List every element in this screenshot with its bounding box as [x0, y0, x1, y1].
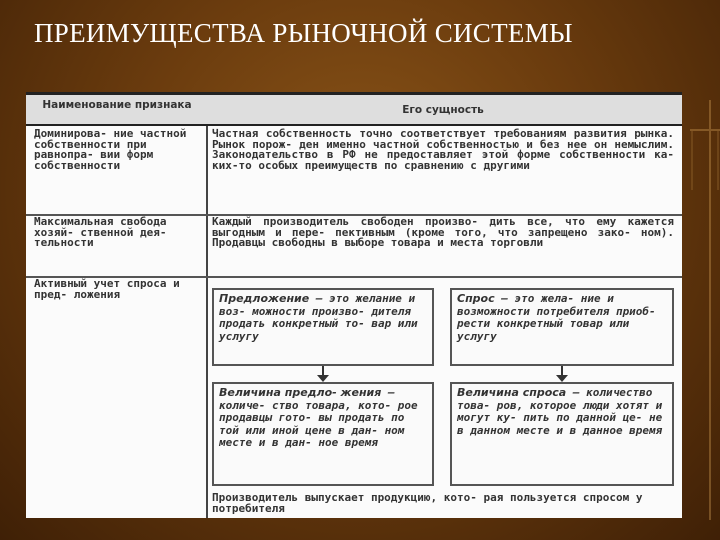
- demand-box: [450, 288, 674, 366]
- supply-term: Предложение: [219, 292, 310, 305]
- table-row: [26, 214, 682, 278]
- row-feature: Максимальная свобода хозяй- ственной дея- тельности: [34, 215, 167, 250]
- supply-quantity-box: [212, 382, 434, 486]
- table-footer-note: Производитель выпускает продукцию, кото- рая пользуется спросом у потребителя: [212, 491, 643, 515]
- demand-quantity-box: [450, 382, 674, 486]
- table-row: [26, 126, 682, 216]
- scales-decoration-icon: [690, 100, 720, 520]
- comparison-table: [26, 92, 682, 518]
- row-essence: Частная собственность точно соответствует требованиям развития рынка. Рынок порож- ден именно частной собственностью и без нее он немыслим. Законодательство в РФ не предоставляет этой форме собственности ка- ких-то особых преимуществ по сравнению с другими: [212, 127, 674, 172]
- table-row: [26, 276, 682, 516]
- down-arrow-icon: [561, 366, 563, 376]
- demand-definition: — это жела- ние и возможности потребителя приоб- рести конкретный товар или услугу: [457, 292, 656, 343]
- slide-title: ПРЕИМУЩЕСТВА РЫНОЧНОЙ СИСТЕМЫ: [34, 18, 573, 48]
- demand-quantity-term: Величина спроса: [457, 386, 567, 399]
- down-arrow-icon: [322, 366, 324, 376]
- header-feature: Наименование признака: [42, 99, 192, 111]
- supply-quantity-term: Величина предло- жения: [219, 386, 382, 399]
- supply-definition: — это желание и воз- можности произво- дителя продать конкретный то- вар или услугу: [219, 292, 418, 343]
- demand-term: Спрос: [457, 292, 495, 305]
- table-header: [26, 92, 682, 126]
- row-feature: Активный учет спроса и пред- ложения: [34, 277, 180, 301]
- demand-quantity-definition: — количество това- ров, которое люди хотят и могут ку- пить по данной це- не в данном месте и в данное время: [457, 386, 663, 437]
- supply-quantity-definition: — количе- ство товара, кото- рое продавцы гото- вы продать по той или иной цене в дан- ном месте и в дан- ное время: [219, 386, 418, 450]
- header-essence: Его сущность: [402, 104, 484, 116]
- row-feature: Доминирова- ние частной собственности при равнопра- вии форм собственности: [34, 127, 187, 172]
- row-essence: Каждый производитель свободен произво- дить все, что ему кажется выгодным и пере- пективным (кроме того, что запрещено зако- ном). Продавцы свободны в выборе товара и места торговли: [212, 215, 674, 250]
- supply-box: [212, 288, 434, 366]
